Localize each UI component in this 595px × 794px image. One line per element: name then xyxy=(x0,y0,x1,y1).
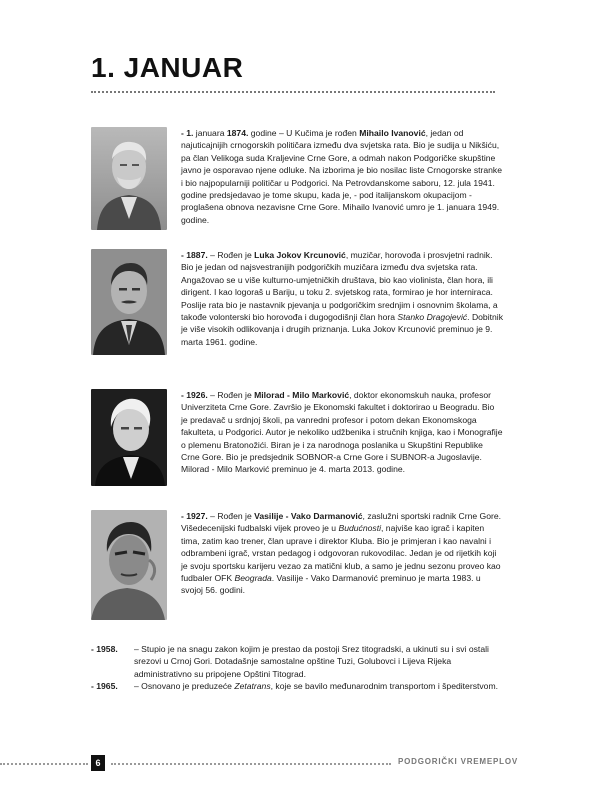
italic-text: Budućnosti xyxy=(338,523,382,534)
entry-text xyxy=(134,680,505,692)
text-run: . Dobitnik je više visokih odlikovanja i drugih priznanja. Luka Jokov Krcunović preminuo je 9. marta 1961. godine. xyxy=(181,312,503,347)
text-run: godine – U Kučima je rođen xyxy=(248,128,360,138)
portrait-photo-vasilije-darmanovic-icon xyxy=(91,510,167,620)
page-title: 1. JANUAR xyxy=(91,52,244,83)
text-run: januara xyxy=(193,128,227,138)
list-item xyxy=(91,680,505,692)
entry-text xyxy=(181,127,503,226)
text-run: , doktor ekonomskuh nauka, profesor Univerziteta Crne Gore. Završio je Ekonomski fakultet i doktorirao u Beogradu. Bio je predavač u srdnjoj školi, pa vanredni profesor i potom dekan Ekonomskoga fakulteta, u Podgorici. Autor je nekoliko udžbenika i stručnih knjiga, kao i Monografije o plemenu Bratonožići. Biran je i za narodnoga poslanika u Skupštini Republike Crne Gore. Bio je predsjednik SOBNOR-a Crne Gore i SUBNOR-a Jugoslavije. Milorad - Milo Marković preminuo je 4. marta 2013. godine. xyxy=(181,390,503,475)
portrait-photo-mihailo-ivanovic-icon xyxy=(91,127,167,230)
text-run: – Osnovano je preduzeće xyxy=(134,681,235,692)
entry-text xyxy=(181,249,503,348)
bold-text: - 1. xyxy=(181,128,194,138)
text-run: , najviše kao igrač i kapiten tima, zatim kao trener, član uprave i direktor Kluba. Bio je primjeran i kao navalni i odbrambeni igrač, vrstan pedagog i odgovoran rukovodilac. Jedan je od rijetkih koji je svoju sportsku karijeru vezao za matični klub, a samo je jednu sezonu proveo kao fudbaler OFK xyxy=(181,523,501,584)
portrait-photo-milorad-markovic-icon xyxy=(91,389,167,486)
text-run: . Vasilije - Vako Darmanović preminuo je marta 1983. u svojoj 56. godini. xyxy=(181,573,481,596)
text-run: – Rođen je xyxy=(207,250,255,260)
page-number: 6 xyxy=(91,755,105,771)
footer-dotted-divider xyxy=(0,763,88,765)
entry-text xyxy=(181,510,503,597)
bold-text: Mihailo Ivanović xyxy=(359,128,426,138)
text-run: – Rođen je xyxy=(207,511,255,521)
list-item xyxy=(91,643,505,680)
italic-text: Stanko Dragojević xyxy=(397,312,468,323)
italic-text: Beograda xyxy=(234,573,272,584)
footer-dotted-divider xyxy=(111,763,391,765)
text-run: , zaslužni sportski radnik Crne Gore. Višedecenijski fudbalski vijek proveo je u xyxy=(181,511,502,534)
bold-text: Vasilije - Vako Darmanović xyxy=(254,511,363,521)
bold-text: - 1887. xyxy=(181,250,208,260)
italic-text: Zetatrans xyxy=(234,681,271,692)
bold-text: - 1926. xyxy=(181,390,208,400)
text-run: , jedan od najuticajnijih crnogorskih političara između dva svjetska rata. Bio je sudija u Nikšiću, pa član Velikoga suda Kraljevine Crne Gore, a odmah nakon Podgoričke skupštine javno je osporavao njene odluke. Na izborima je bio nosilac liste Crnogorske stranke i bio najpopularniji političar u Podgorici. Na Petrovdanskome saboru, 12. jula 1941. godine predsjedavao je tome skupu, kada je, - pod italijanskom okupacijom - proglašena obnova nezavisne Crne Gore. Mihailo Ivanović umro je 1. januara 1949. godine. xyxy=(181,128,503,225)
bold-text: Luka Jokov Krcunović xyxy=(254,250,346,260)
text-run: – Rođen je xyxy=(207,390,255,400)
bold-text: Milorad - Milo Marković xyxy=(254,390,350,400)
bold-text: 1874. xyxy=(226,128,249,138)
text-run: , muzičar, horovođa i prosvjetni radnik. Bio je jedan od najsvestranijih podgoričkih muzičara između dva svjetska rata. Angažovao se u više kulturno-umjetničkih društava, bio kao violinista, član hora, ili dirigent. I kao logoraš u Bariju, u toku 2. svjetskog rata, formirao je hor interniraca. Poslije rata bio je nastavnik pjevanja u podgoričkim srednjim i osnovnim školama, a takođe volonterski bio horovođa i dugogodišnji član hora xyxy=(181,250,498,323)
bold-text: - 1927. xyxy=(181,511,208,521)
text-run: – Stupio je na snagu zakon kojim je prestao da postoji Srez titogradski, a ukinuti su i svi ostali srezovi u Crnoj Gori. Dotadašnje samostalne opštine Tuzi, Golubovci i Lijeva Rijeka administrativno su pripojene Opštini Titograd. xyxy=(134,644,489,679)
entry-year: - 1958. xyxy=(91,644,118,654)
portrait-photo-luka-krcunovic-icon xyxy=(91,249,167,355)
entry-year: - 1965. xyxy=(91,681,118,692)
short-entries xyxy=(91,643,505,693)
publication-name: PODGORIČKI VREMEPLOV xyxy=(398,757,519,766)
entry-text xyxy=(181,389,503,476)
text-run: , koje se bavilo međunarodnim transportom i špediterstvom. xyxy=(270,681,499,692)
title-dotted-divider xyxy=(91,91,495,93)
entry-text xyxy=(134,643,505,680)
